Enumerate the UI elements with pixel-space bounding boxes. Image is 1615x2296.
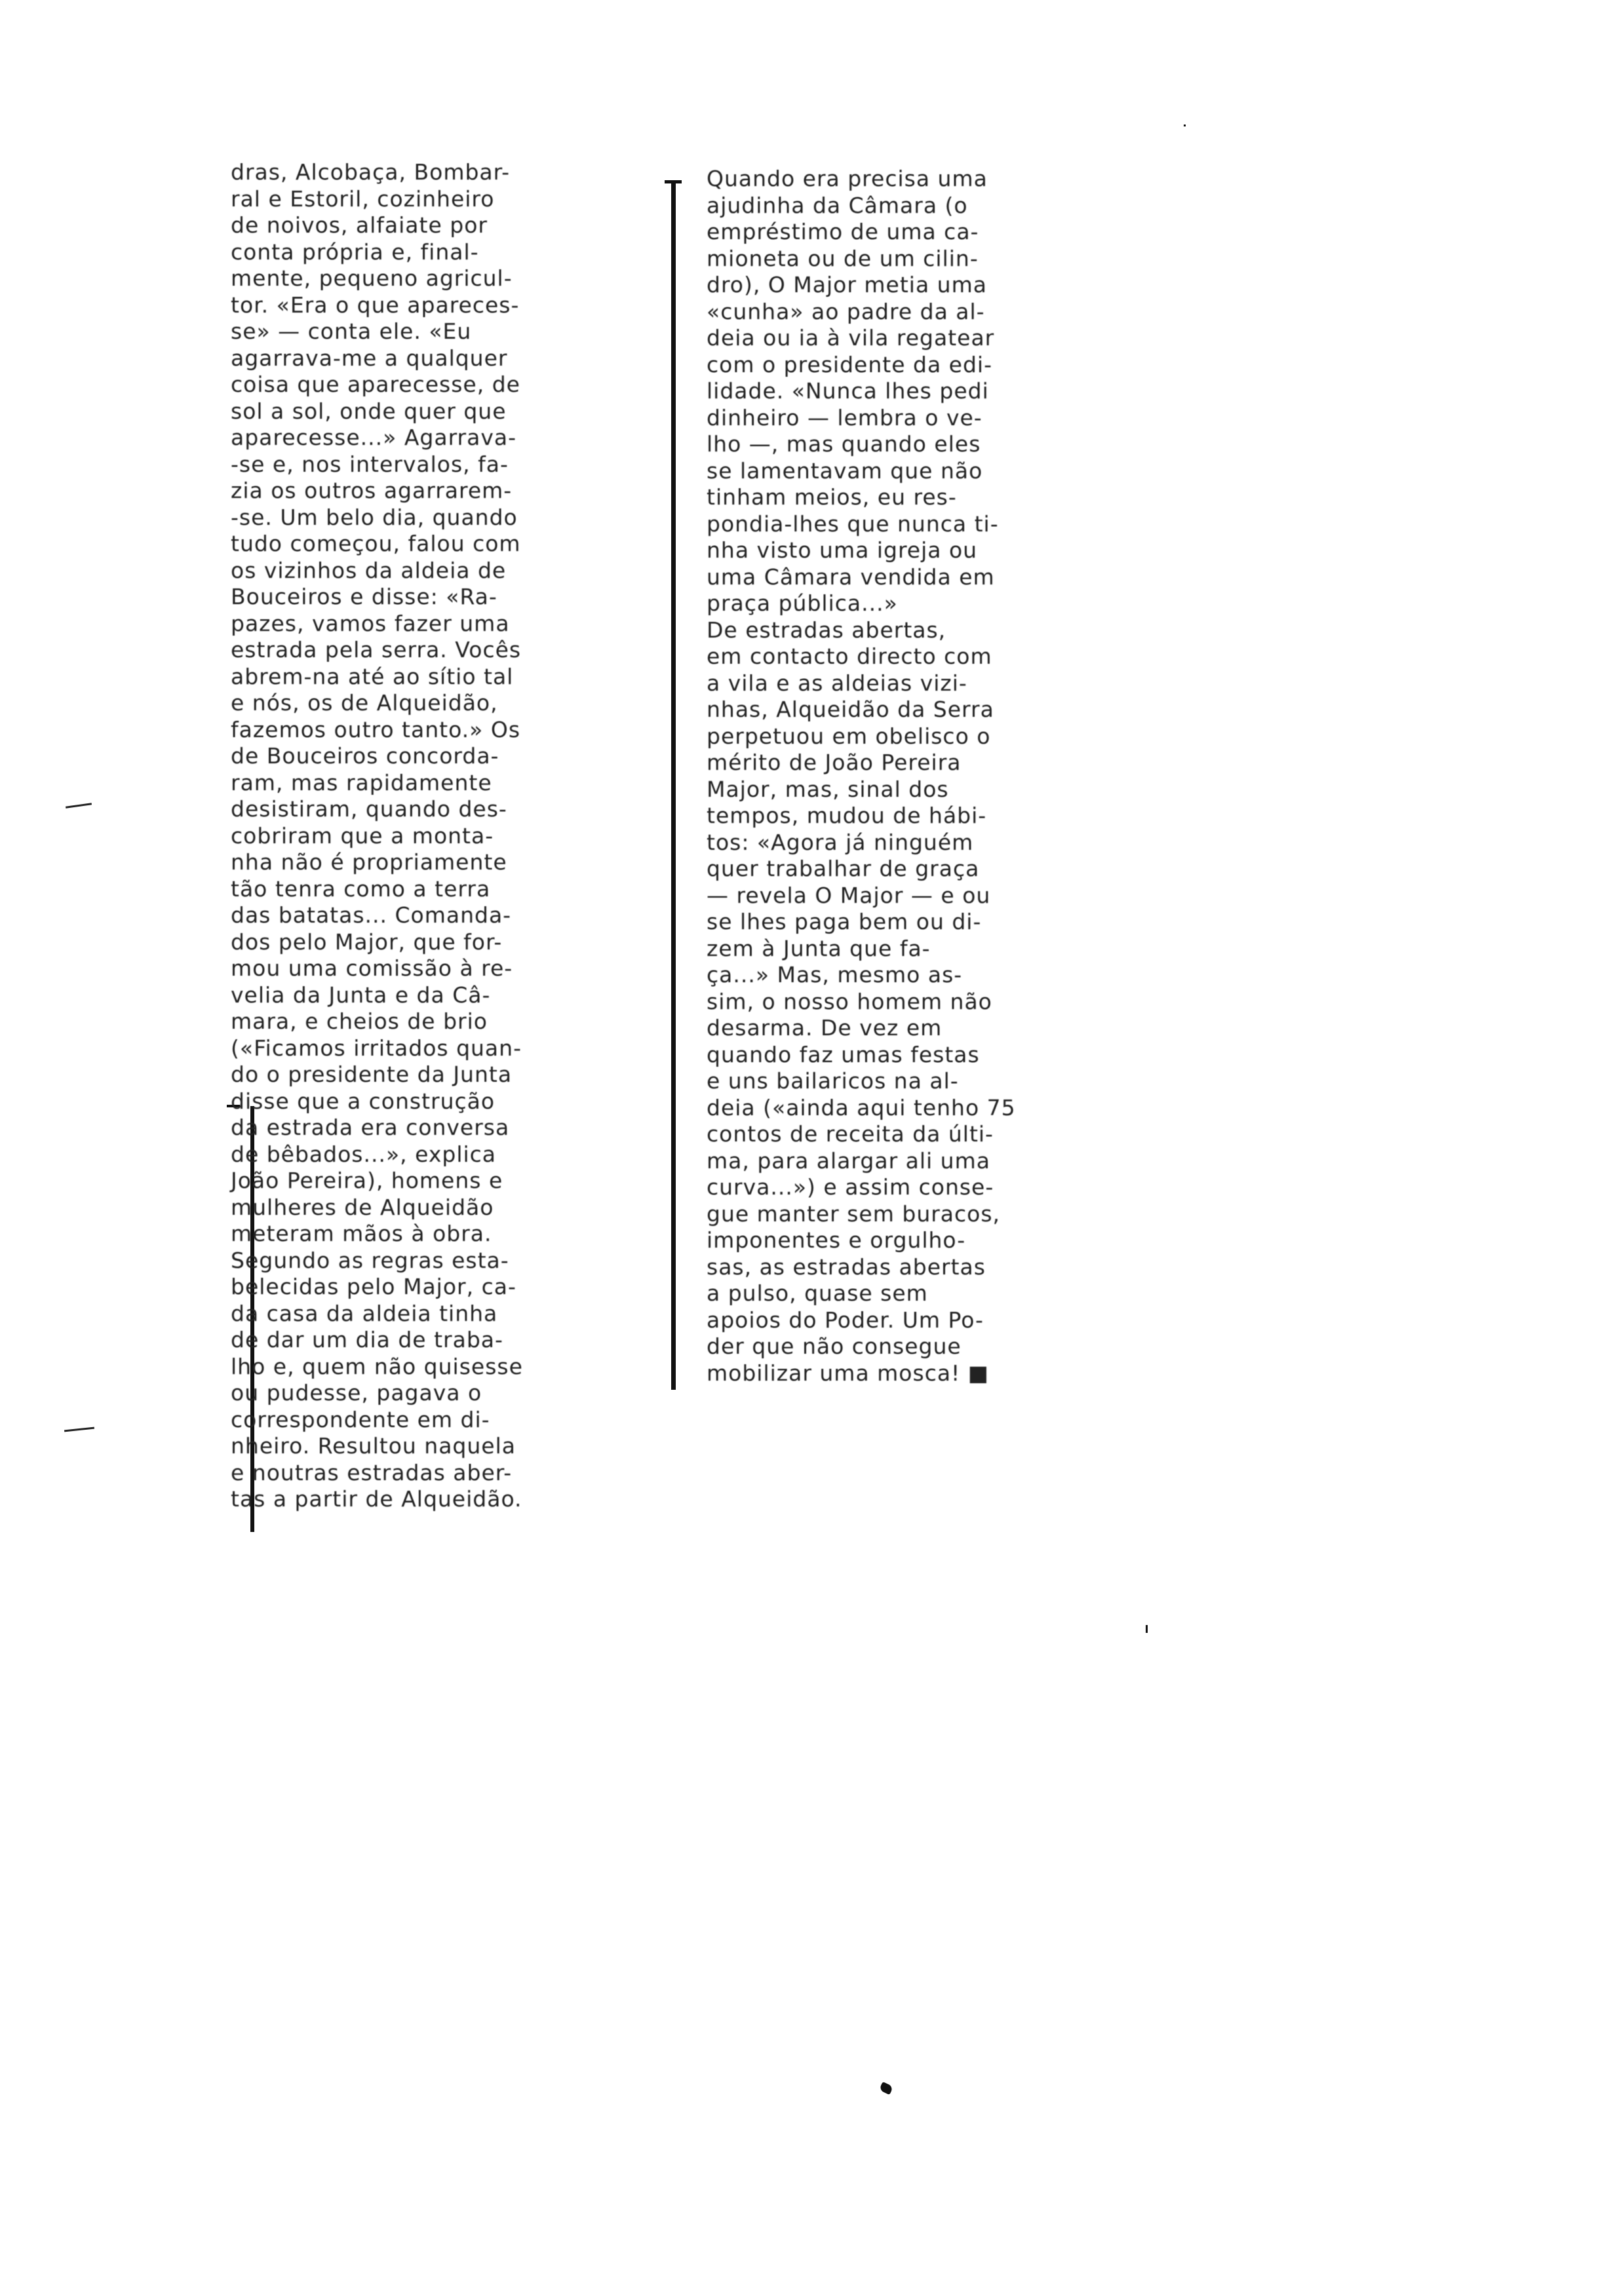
- text-line: praça pública...»: [707, 590, 898, 616]
- text-line: se lhes paga bem ou di-: [707, 909, 982, 934]
- text-line: nheiro. Resultou naquela: [231, 1433, 516, 1459]
- text-line: deia («ainda aqui tenho 75: [707, 1094, 1016, 1120]
- text-line: tos: «Agora já ninguém: [707, 829, 974, 855]
- text-line: fazemos outro tanto.» Os: [231, 716, 521, 742]
- text-line: aparecesse...» Agarrava-: [231, 425, 517, 450]
- text-line: quando faz umas festas: [707, 1041, 980, 1067]
- text-line: dro), O Major metia uma: [707, 272, 987, 297]
- text-line: apoios do Poder. Um Po-: [707, 1307, 984, 1333]
- text-line: se lamentavam que não: [707, 457, 983, 484]
- text-line: mérito de João Pereira: [707, 750, 962, 775]
- text-line: das batatas... Comanda-: [231, 902, 512, 928]
- text-line: e noutras estradas aber-: [231, 1459, 513, 1485]
- text-line: mulheres de Alqueidão: [231, 1194, 494, 1220]
- article-column-right: [707, 166, 1074, 1387]
- text-line: e nós, os de Alqueidão,: [231, 690, 498, 716]
- text-line: sim, o nosso homem não: [707, 988, 992, 1014]
- text-line: Quando era precisa uma: [707, 166, 988, 191]
- text-line: de noivos, alfaiate por: [231, 212, 488, 238]
- margin-mark: [66, 803, 92, 809]
- text-line: da estrada era conversa: [231, 1115, 510, 1140]
- scan-speck: [1146, 1625, 1148, 1633]
- text-line: do o presidente da Junta: [231, 1062, 513, 1087]
- text-line: mente, pequeno agricul-: [231, 265, 513, 291]
- text-line: belecidas pelo Major, ca-: [231, 1274, 516, 1299]
- text-line: Major, mas, sinal dos: [707, 776, 949, 802]
- text-line: tas a partir de Alqueidão.: [231, 1486, 522, 1512]
- text-line: nha não é propriamente: [231, 849, 507, 875]
- text-line: agarrava-me a qualquer: [231, 345, 508, 371]
- text-line: curva...») e assim conse-: [707, 1174, 994, 1200]
- text-line: desistiram, quando des-: [231, 796, 507, 822]
- text-line: pondia-lhes que nunca ti-: [707, 510, 999, 537]
- text-line: velia da Junta e da Câ-: [231, 982, 491, 1008]
- text-line: empréstimo de uma ca-: [707, 219, 979, 244]
- text-line: mara, e cheios de brio: [231, 1008, 488, 1034]
- text-line: dras, Alcobaça, Bombar-: [231, 159, 511, 185]
- text-line: meteram mãos à obra.: [231, 1221, 492, 1246]
- text-line: perpetuou em obelisco o: [707, 723, 991, 749]
- scan-speck: [879, 2082, 893, 2095]
- text-line: mou uma comissão à re-: [231, 955, 513, 981]
- text-line: de Bouceiros concorda-: [231, 743, 499, 769]
- text-line: em contacto directo com: [707, 643, 992, 669]
- text-line: ou pudesse, pagava o: [231, 1380, 482, 1406]
- text-line: uma Câmara vendida em: [707, 564, 995, 590]
- text-line: nhas, Alqueidão da Serra: [707, 697, 994, 722]
- text-line: correspondente em di-: [231, 1406, 490, 1432]
- text-line: pazes, vamos fazer uma: [231, 610, 510, 636]
- text-line: mobilizar uma mosca! ■: [707, 1360, 989, 1386]
- text-line: deia ou ia à vila regatear: [707, 325, 995, 351]
- text-line: com o presidente da edi-: [707, 351, 992, 377]
- text-line: ajudinha da Câmara (o: [707, 192, 968, 218]
- text-line: lidade. «Nunca lhes pedi: [707, 378, 989, 404]
- text-line: a pulso, quase sem: [707, 1280, 928, 1306]
- text-line: os vizinhos da aldeia de: [231, 557, 507, 583]
- text-line: ma, para alargar ali uma: [707, 1147, 990, 1174]
- text-line: nha visto uma igreja ou: [707, 537, 978, 563]
- text-line: tempos, mudou de hábi-: [707, 803, 987, 828]
- text-line: der que não consegue: [707, 1333, 962, 1359]
- text-line: da casa da aldeia tinha: [231, 1300, 498, 1326]
- column-rule-right: [671, 181, 676, 1390]
- text-line: conta própria e, final-: [231, 239, 479, 265]
- text-line: a vila e as aldeias vizi-: [707, 670, 967, 696]
- text-line: ral e Estoril, cozinheiro: [231, 185, 495, 212]
- text-line: («Ficamos irritados quan-: [231, 1035, 522, 1061]
- text-line: tão tenra como a terra: [231, 875, 491, 902]
- text-line: tudo começou, falou com: [231, 531, 521, 556]
- text-line: dinheiro — lembra o ve-: [707, 404, 983, 430]
- text-line: imponentes e orgulho-: [707, 1227, 966, 1253]
- text-line: Bouceiros e disse: «Ra-: [231, 584, 497, 609]
- text-line: tinham meios, eu res-: [707, 484, 957, 510]
- text-line: quer trabalhar de graça: [707, 856, 980, 881]
- text-line: João Pereira), homens e: [231, 1168, 503, 1193]
- text-line: ça...» Mas, mesmo as-: [707, 962, 963, 987]
- text-line: gue manter sem buracos,: [707, 1200, 1001, 1227]
- text-line: lho —, mas quando eles: [707, 431, 981, 457]
- text-line: desarma. De vez em: [707, 1015, 943, 1041]
- text-line: sas, as estradas abertas: [707, 1253, 986, 1280]
- text-line: cobriram que a monta-: [231, 822, 494, 849]
- text-line: «cunha» ao padre da al-: [707, 298, 985, 324]
- text-line: dos pelo Major, que for-: [231, 928, 503, 955]
- text-line: lho e, quem não quisesse: [231, 1353, 523, 1379]
- scan-speck: [1184, 124, 1186, 126]
- text-line: de dar um dia de traba-: [231, 1327, 503, 1352]
- text-line: Segundo as regras esta-: [231, 1247, 509, 1273]
- text-line: estrada pela serra. Vocês: [231, 637, 522, 662]
- text-line: de bêbados...», explica: [231, 1141, 497, 1167]
- text-line: zem à Junta que fa-: [707, 935, 931, 961]
- text-line: sol a sol, onde quer que: [231, 398, 507, 424]
- text-line: De estradas abertas,: [707, 617, 946, 643]
- text-line: mioneta ou de um cilin-: [707, 245, 979, 271]
- text-line: tor. «Era o que apareces-: [231, 292, 520, 318]
- text-line: coisa que aparecesse, de: [231, 372, 520, 397]
- text-line: se» — conta ele. «Eu: [231, 318, 472, 344]
- text-line: zia os outros agarrarem-: [231, 478, 513, 503]
- article-column-left: [231, 159, 604, 1513]
- text-line: -se. Um belo dia, quando: [231, 504, 518, 530]
- text-line: — revela O Major — e ou: [707, 882, 991, 908]
- text-line: -se e, nos intervalos, fa-: [231, 451, 509, 477]
- text-line: contos de receita da últi-: [707, 1121, 994, 1147]
- text-line: ram, mas rapidamente: [231, 769, 492, 795]
- text-line: e uns bailaricos na al-: [707, 1068, 959, 1094]
- margin-mark: [64, 1427, 94, 1432]
- text-line: disse que a construção: [231, 1088, 496, 1114]
- column-rule-cap-right: [665, 180, 682, 183]
- text-line: abrem-na até ao sítio tal: [231, 663, 514, 689]
